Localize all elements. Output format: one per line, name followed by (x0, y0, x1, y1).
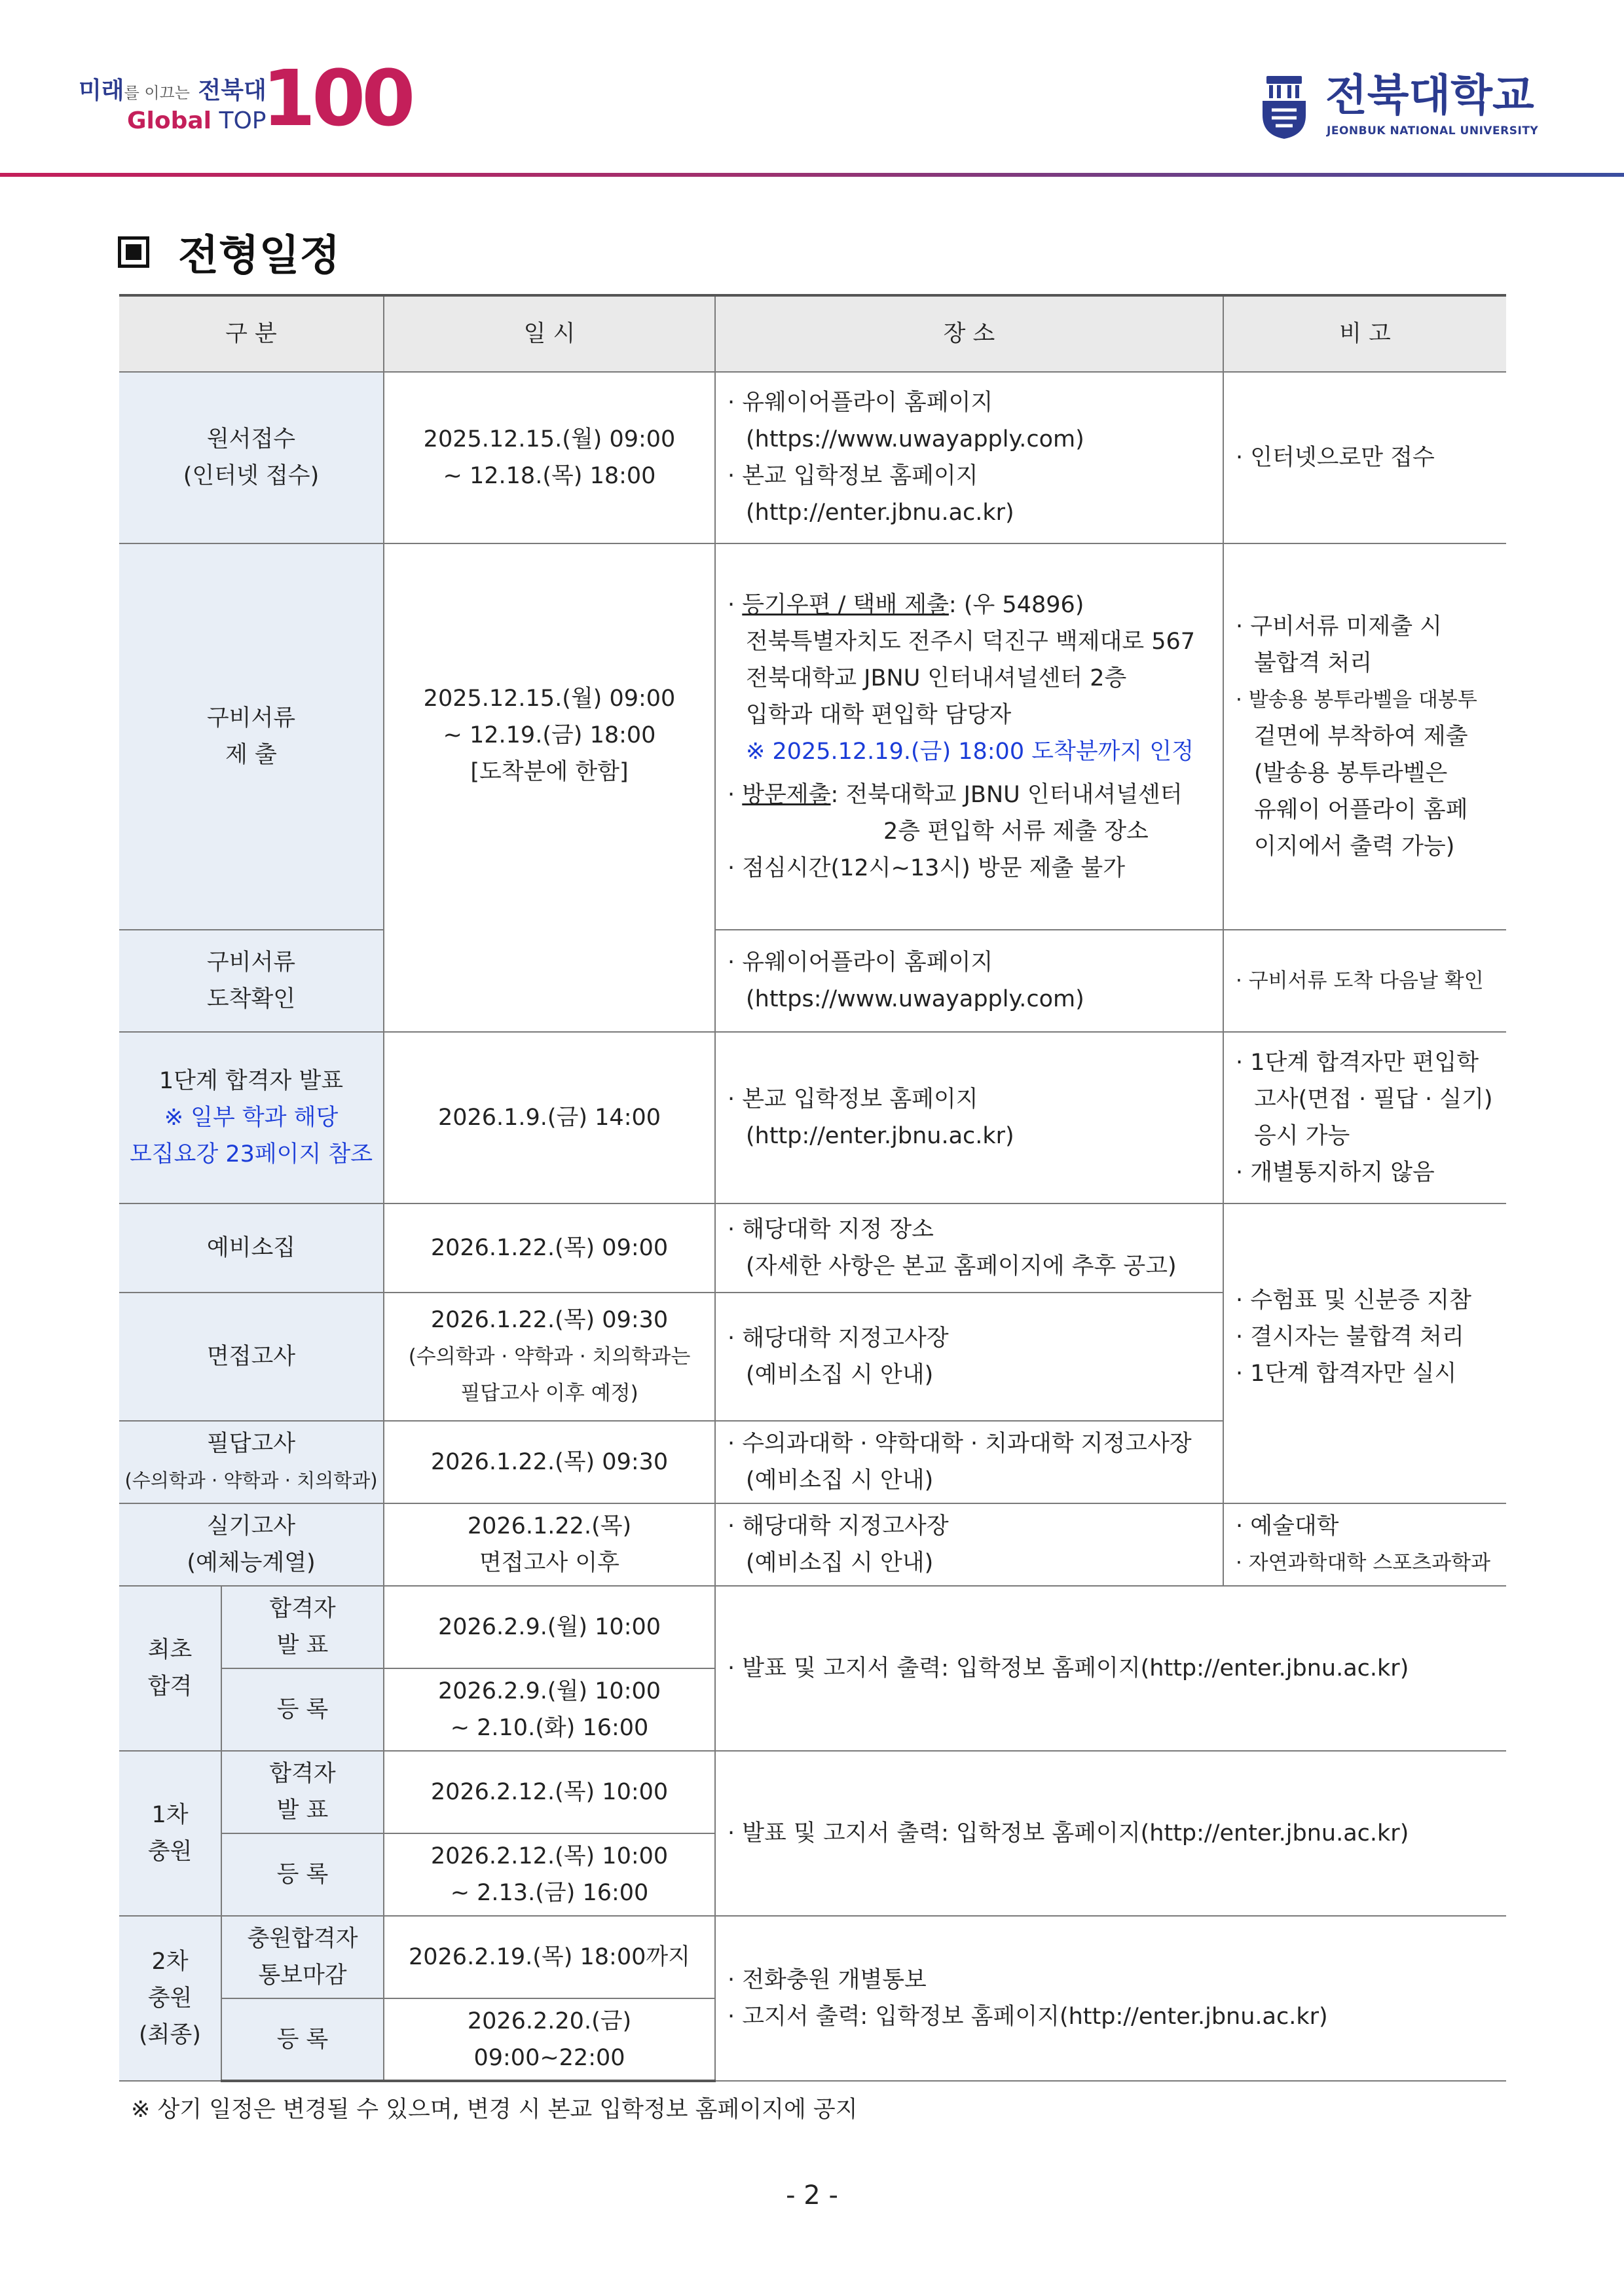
arrival-deadline-notice: ※ 2025.12.19.(금) 18:00 도착분까지 인정 (746, 739, 1194, 765)
sub-label-notice-deadline: 충원합격자 통보마감 (221, 1916, 384, 1998)
university-name-en: JEONBUK NATIONAL UNIVERSITY (1327, 124, 1539, 138)
row-note-practical-exam: · 예술대학 · 자연과학대학 스포츠과학과 (1223, 1503, 1506, 1586)
header-divider (0, 173, 1624, 177)
row-date-application: 2025.12.15.(월) 09:00 ~ 12.18.(목) 18:00 (384, 372, 715, 543)
row-note-documents: · 구비서류 미제출 시 불합격 처리 · 발송용 봉투라벨을 대봉투 겉면에 부착하여 제출 (발송용 봉투라벨은 유웨이 어플라이 홈페 이지에서 출력 가능) (1223, 543, 1506, 930)
place-final-additional: · 전화충원 개별통보 · 고지서 출력: 입학정보 홈페이지(http://enter.jbnu.ac.kr) (715, 1916, 1506, 2081)
row-date-interview: 2026.1.22.(목) 09:30 (수의학과 · 약학과 · 치의학과는 필답고사 이후 예정) (384, 1293, 715, 1421)
row-date-orientation: 2026.1.22.(목) 09:00 (384, 1203, 715, 1293)
table-row (119, 1751, 1506, 1833)
row-label-stage1-result: 1단계 합격자 발표 ※ 일부 학과 해당 모집요강 23페이지 참조 (119, 1032, 384, 1203)
date-final-notice: 2026.2.19.(목) 18:00까지 (384, 1916, 715, 1998)
table-row (119, 1032, 1506, 1203)
section-heading (118, 223, 340, 282)
row-date-documents: 2025.12.15.(월) 09:00 ~ 12.19.(금) 18:00 [도착분에 한함] (384, 543, 715, 1032)
row-date-practical-exam: 2026.1.22.(목) 면접고사 이후 (384, 1503, 715, 1586)
logo-text-100: 100 (262, 53, 412, 143)
row-date-stage1-result: 2026.1.9.(금) 14:00 (384, 1032, 715, 1203)
page-header (0, 0, 1624, 178)
section-title: 전형일정 (178, 232, 341, 280)
sub-label-registration: 등 록 (221, 1833, 384, 1916)
table-row (119, 372, 1506, 543)
table-row (119, 1586, 1506, 1668)
row-place-arrival-check: · 유웨이어플라이 홈페이지 (https://www.uwayapply.com) (715, 930, 1223, 1032)
row-label-interview: 면접고사 (119, 1293, 384, 1421)
sub-label-announcement: 합격자 발 표 (221, 1586, 384, 1668)
row-place-documents: · 등기우편 / 택배 제출: (우 54896) 전북특별자치도 전주시 덕진구 백제대로 567 전북대학교 JBNU 인터내셔널센터 2층 입학과 대학 편입학 담당자 ※ 2025.12.19.(금) 18:00 도착분까지 인정 · 방문제출: 전북대학교 JBNU 인터내셔널센터 2층 편입학 서류 제출 장소 · 점심시간(12시~13시) 방문 제출 불가 (715, 543, 1223, 930)
row-date-written-exam: 2026.1.22.(목) 09:30 (384, 1421, 715, 1503)
visit-submission-title: 방문제출 (742, 782, 831, 808)
place-first-additional: · 발표 및 고지서 출력: 입학정보 홈페이지(http://enter.jbnu.ac.kr) (715, 1751, 1506, 1916)
date-first-announcement: 2026.2.9.(월) 10:00 (384, 1586, 715, 1668)
logo-text-global: Global (127, 107, 212, 134)
header-remarks: 비 고 (1223, 295, 1506, 372)
row-place-practical-exam: · 해당대학 지정고사장 (예비소집 시 안내) (715, 1503, 1223, 1586)
logo-text-ikkeuneun: 를 이끄는 (124, 84, 190, 102)
logo-text-jbnu: 전북대 (198, 77, 267, 104)
header-category: 구 분 (119, 295, 384, 372)
row-place-orientation: · 해당대학 지정 장소 (자세한 사항은 본교 홈페이지에 추후 공고) (715, 1203, 1223, 1293)
header-datetime: 일 시 (384, 295, 715, 372)
jbnu-logo (1257, 71, 1552, 143)
row-label-written-exam: 필답고사 (수의학과 · 약학과 · 치의학과) (119, 1421, 384, 1503)
date-second-registration: 2026.2.12.(목) 10:00 ~ 2.13.(금) 16:00 (384, 1833, 715, 1916)
row-note-application: · 인터넷으로만 접수 (1223, 372, 1506, 543)
table-row (119, 1203, 1506, 1293)
row-note-arrival-check: · 구비서류 도착 다음날 확인 (1223, 930, 1506, 1032)
table-row (119, 1503, 1506, 1586)
row-note-exams: · 수험표 및 신분증 지참 · 결시자는 불합격 처리 · 1단계 합격자만 실시 (1223, 1203, 1506, 1503)
row-place-application: · 유웨이어플라이 홈페이지 (https://www.uwayapply.com) · 본교 입학정보 홈페이지 (http://enter.jbnu.ac.kr) (715, 372, 1223, 543)
row-label-practical-exam: 실기고사 (예체능계열) (119, 1503, 384, 1586)
row-label-arrival-check: 구비서류 도착확인 (119, 930, 384, 1032)
row-place-interview: · 해당대학 지정고사장 (예비소집 시 안내) (715, 1293, 1223, 1421)
footer-note: ※ 상기 일정은 변경될 수 있으며, 변경 시 본교 입학정보 홈페이지에 공지 (131, 2097, 858, 2123)
sub-label-registration: 등 록 (221, 1998, 384, 2081)
table-row (119, 1916, 1506, 1998)
logo-text-top: TOP (219, 107, 267, 134)
table-row (119, 543, 1506, 930)
schedule-table (119, 294, 1506, 2082)
university-emblem-icon (1257, 75, 1311, 140)
group-label-first-additional: 1차 충원 (119, 1751, 221, 1916)
sub-label-registration: 등 록 (221, 1668, 384, 1751)
sub-label-announcement: 합격자 발 표 (221, 1751, 384, 1833)
row-place-written-exam: · 수의과대학 · 약학대학 · 치과대학 지정고사장 (예비소집 시 안내) (715, 1421, 1223, 1503)
row-label-documents: 구비서류 제 출 (119, 543, 384, 930)
place-first-admission: · 발표 및 고지서 출력: 입학정보 홈페이지(http://enter.jbnu.ac.kr) (715, 1586, 1506, 1751)
mail-submission-title: 등기우편 / 택배 제출 (742, 592, 949, 618)
row-note-stage1-result: · 1단계 합격자만 편입학 고사(면접 · 필답 · 실기) 응시 가능 · 개별통지하지 않음 (1223, 1032, 1506, 1203)
table-header-row (119, 295, 1506, 372)
group-label-final-additional: 2차 충원 (최종) (119, 1916, 221, 2081)
page-number: - 2 - (786, 2180, 838, 2211)
date-final-registration: 2026.2.20.(금) 09:00~22:00 (384, 1998, 715, 2081)
group-label-first-admission: 최초 합격 (119, 1586, 221, 1751)
date-second-announcement: 2026.2.12.(목) 10:00 (384, 1751, 715, 1833)
table-row (119, 930, 1506, 1032)
logo-text-mirae: 미래 (79, 77, 124, 104)
row-label-application: 원서접수 (인터넷 접수) (119, 372, 384, 543)
university-name-kr: 전북대학교 (1325, 70, 1534, 120)
global-top100-logo (72, 52, 413, 144)
row-label-orientation: 예비소집 (119, 1203, 384, 1293)
date-first-registration: 2026.2.9.(월) 10:00 ~ 2.10.(화) 16:00 (384, 1668, 715, 1751)
square-bullet-icon (118, 236, 149, 268)
header-place: 장 소 (715, 295, 1223, 372)
row-place-stage1-result: · 본교 입학정보 홈페이지 (http://enter.jbnu.ac.kr) (715, 1032, 1223, 1203)
